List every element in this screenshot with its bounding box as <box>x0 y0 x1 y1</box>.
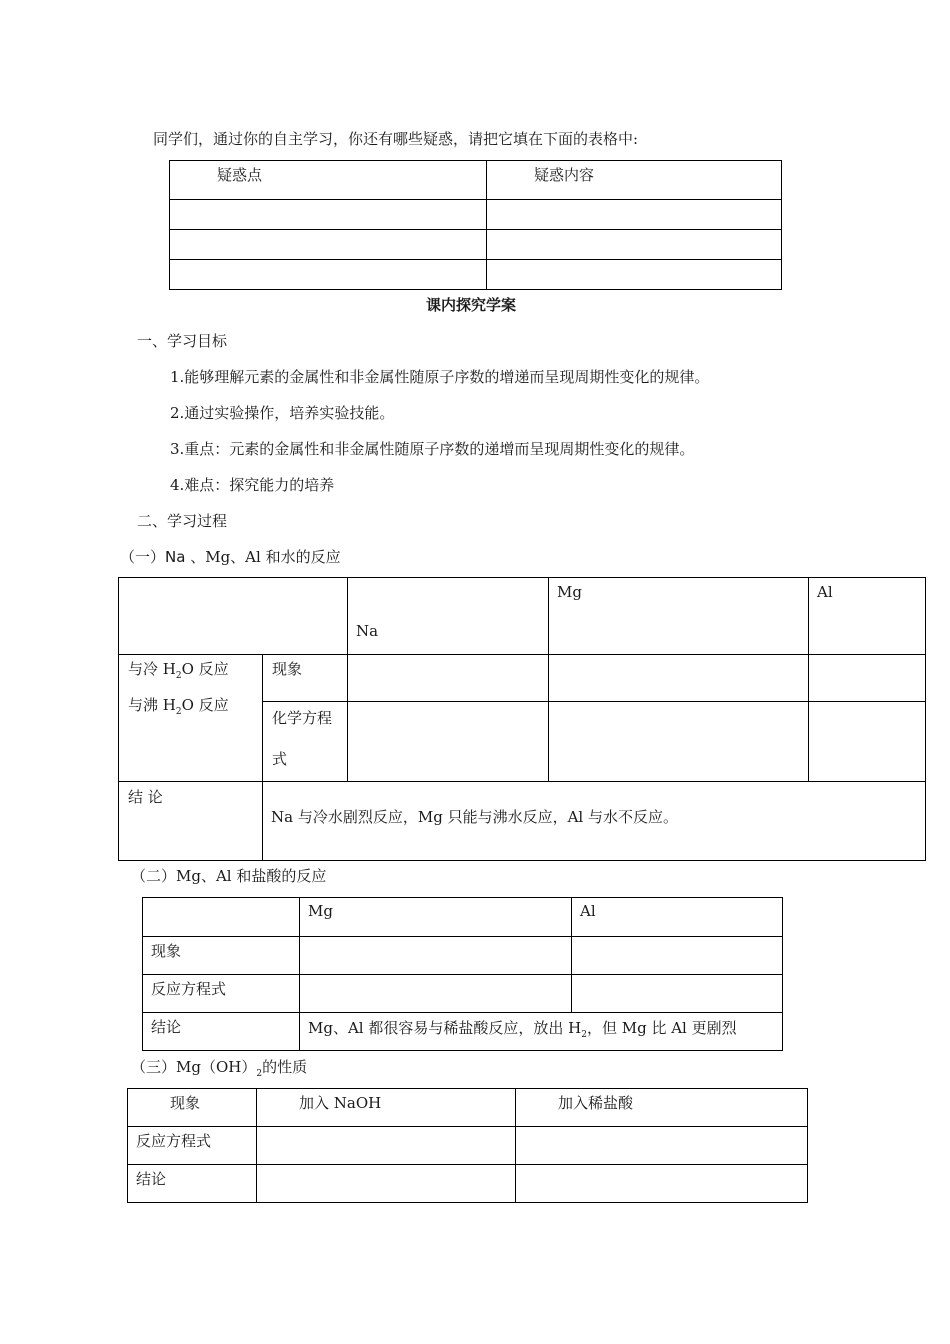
doubt-content-cell[interactable] <box>487 230 782 260</box>
table-row <box>170 230 782 260</box>
water-reaction-table <box>118 577 926 861</box>
goal-item-3: 3.重点：元素的金属性和非金属性随原子序数的递增而呈现周期性变化的规律。 <box>170 440 695 458</box>
intro-text: 同学们，通过你的自主学习，你还有哪些疑惑，请把它填在下面的表格中: <box>153 130 639 148</box>
doubt-content-cell[interactable] <box>487 200 782 230</box>
naoh-conclusion-cell[interactable] <box>257 1165 516 1203</box>
header-add-naoh: 加入 NaOH <box>299 1094 382 1112</box>
label-phenomenon: 现象 <box>272 660 303 678</box>
hcl-equation-cell[interactable] <box>516 1127 808 1165</box>
part2-title: （二）Mg、Al 和盐酸的反应 <box>131 867 327 885</box>
al-phenomenon-cell[interactable] <box>809 655 926 702</box>
header-al: Al <box>580 902 596 920</box>
label-equation-cont: 式 <box>272 750 288 769</box>
doubt-point-cell[interactable] <box>170 260 487 290</box>
header-mg: Mg <box>557 583 582 601</box>
header-add-hcl: 加入稀盐酸 <box>558 1094 634 1112</box>
header-al: Al <box>817 583 833 601</box>
hcl-conclusion-cell[interactable] <box>516 1165 808 1203</box>
process-heading: 二、学习过程 <box>137 512 228 530</box>
goal-item-1: 1.能够理解元素的金属性和非金属性随原子序数的增递而呈现周期性变化的规律。 <box>170 368 710 386</box>
row-cold-water: 与冷 $H_2O$ 反应 <box>128 660 229 681</box>
label-equation: 反应方程式 <box>151 980 227 998</box>
mg-equation-cell[interactable] <box>549 702 809 782</box>
al-phenomenon-cell[interactable] <box>572 937 783 975</box>
label-equation: 化学方程 <box>272 709 333 728</box>
mg-phenomenon-cell[interactable] <box>549 655 809 702</box>
part1-title: （一）Na 、Mg、Al 和水的反应 <box>120 548 341 566</box>
label-phenomenon: 现象 <box>170 1094 201 1112</box>
na-phenomenon-cell[interactable] <box>348 655 549 702</box>
label-conclusion: 结论 <box>136 1170 167 1188</box>
al-equation-cell[interactable] <box>809 702 926 782</box>
conclusion-text: Na 与冷水剧烈反应，Mg 只能与沸水反应，Al 与水不反应。 <box>271 808 678 826</box>
doubt-point-cell[interactable] <box>170 230 487 260</box>
goal-item-4: 4.难点：探究能力的培养 <box>170 476 335 494</box>
mg-equation-cell[interactable] <box>300 975 572 1013</box>
mg-phenomenon-cell[interactable] <box>300 937 572 975</box>
conclusion-text: Mg、Al 都很容易与稀盐酸反应，放出 $H_2$，但 Mg 比 Al 更剧烈 <box>308 1019 737 1040</box>
header-mg: Mg <box>308 902 333 920</box>
doubt-header-content: 疑惑内容 <box>534 166 595 184</box>
doubt-table <box>169 160 782 290</box>
label-equation: 反应方程式 <box>136 1132 212 1150</box>
label-phenomenon: 现象 <box>151 942 182 960</box>
header-na: Na <box>356 622 379 640</box>
table-row <box>170 260 782 290</box>
label-conclusion: 结论 <box>151 1018 182 1036</box>
hydroxide-table <box>127 1088 808 1203</box>
label-conclusion: 结 论 <box>128 788 163 806</box>
doubt-content-cell[interactable] <box>487 260 782 290</box>
naoh-equation-cell[interactable] <box>257 1127 516 1165</box>
part3-title: （三）$Mg(OH)_2$的性质 <box>131 1058 308 1079</box>
doubt-point-cell[interactable] <box>170 200 487 230</box>
row-boiling-water: 与沸 $H_2O$ 反应 <box>128 696 229 717</box>
goal-item-2: 2.通过实验操作，培养实验技能。 <box>170 404 395 422</box>
hcl-reaction-table <box>142 897 783 1051</box>
goals-heading: 一、学习目标 <box>137 332 228 350</box>
doubt-header-point: 疑惑点 <box>217 166 263 184</box>
na-equation-cell[interactable] <box>348 702 549 782</box>
al-equation-cell[interactable] <box>572 975 783 1013</box>
section-title: 课内探究学案 <box>426 296 517 314</box>
table-row <box>170 200 782 230</box>
